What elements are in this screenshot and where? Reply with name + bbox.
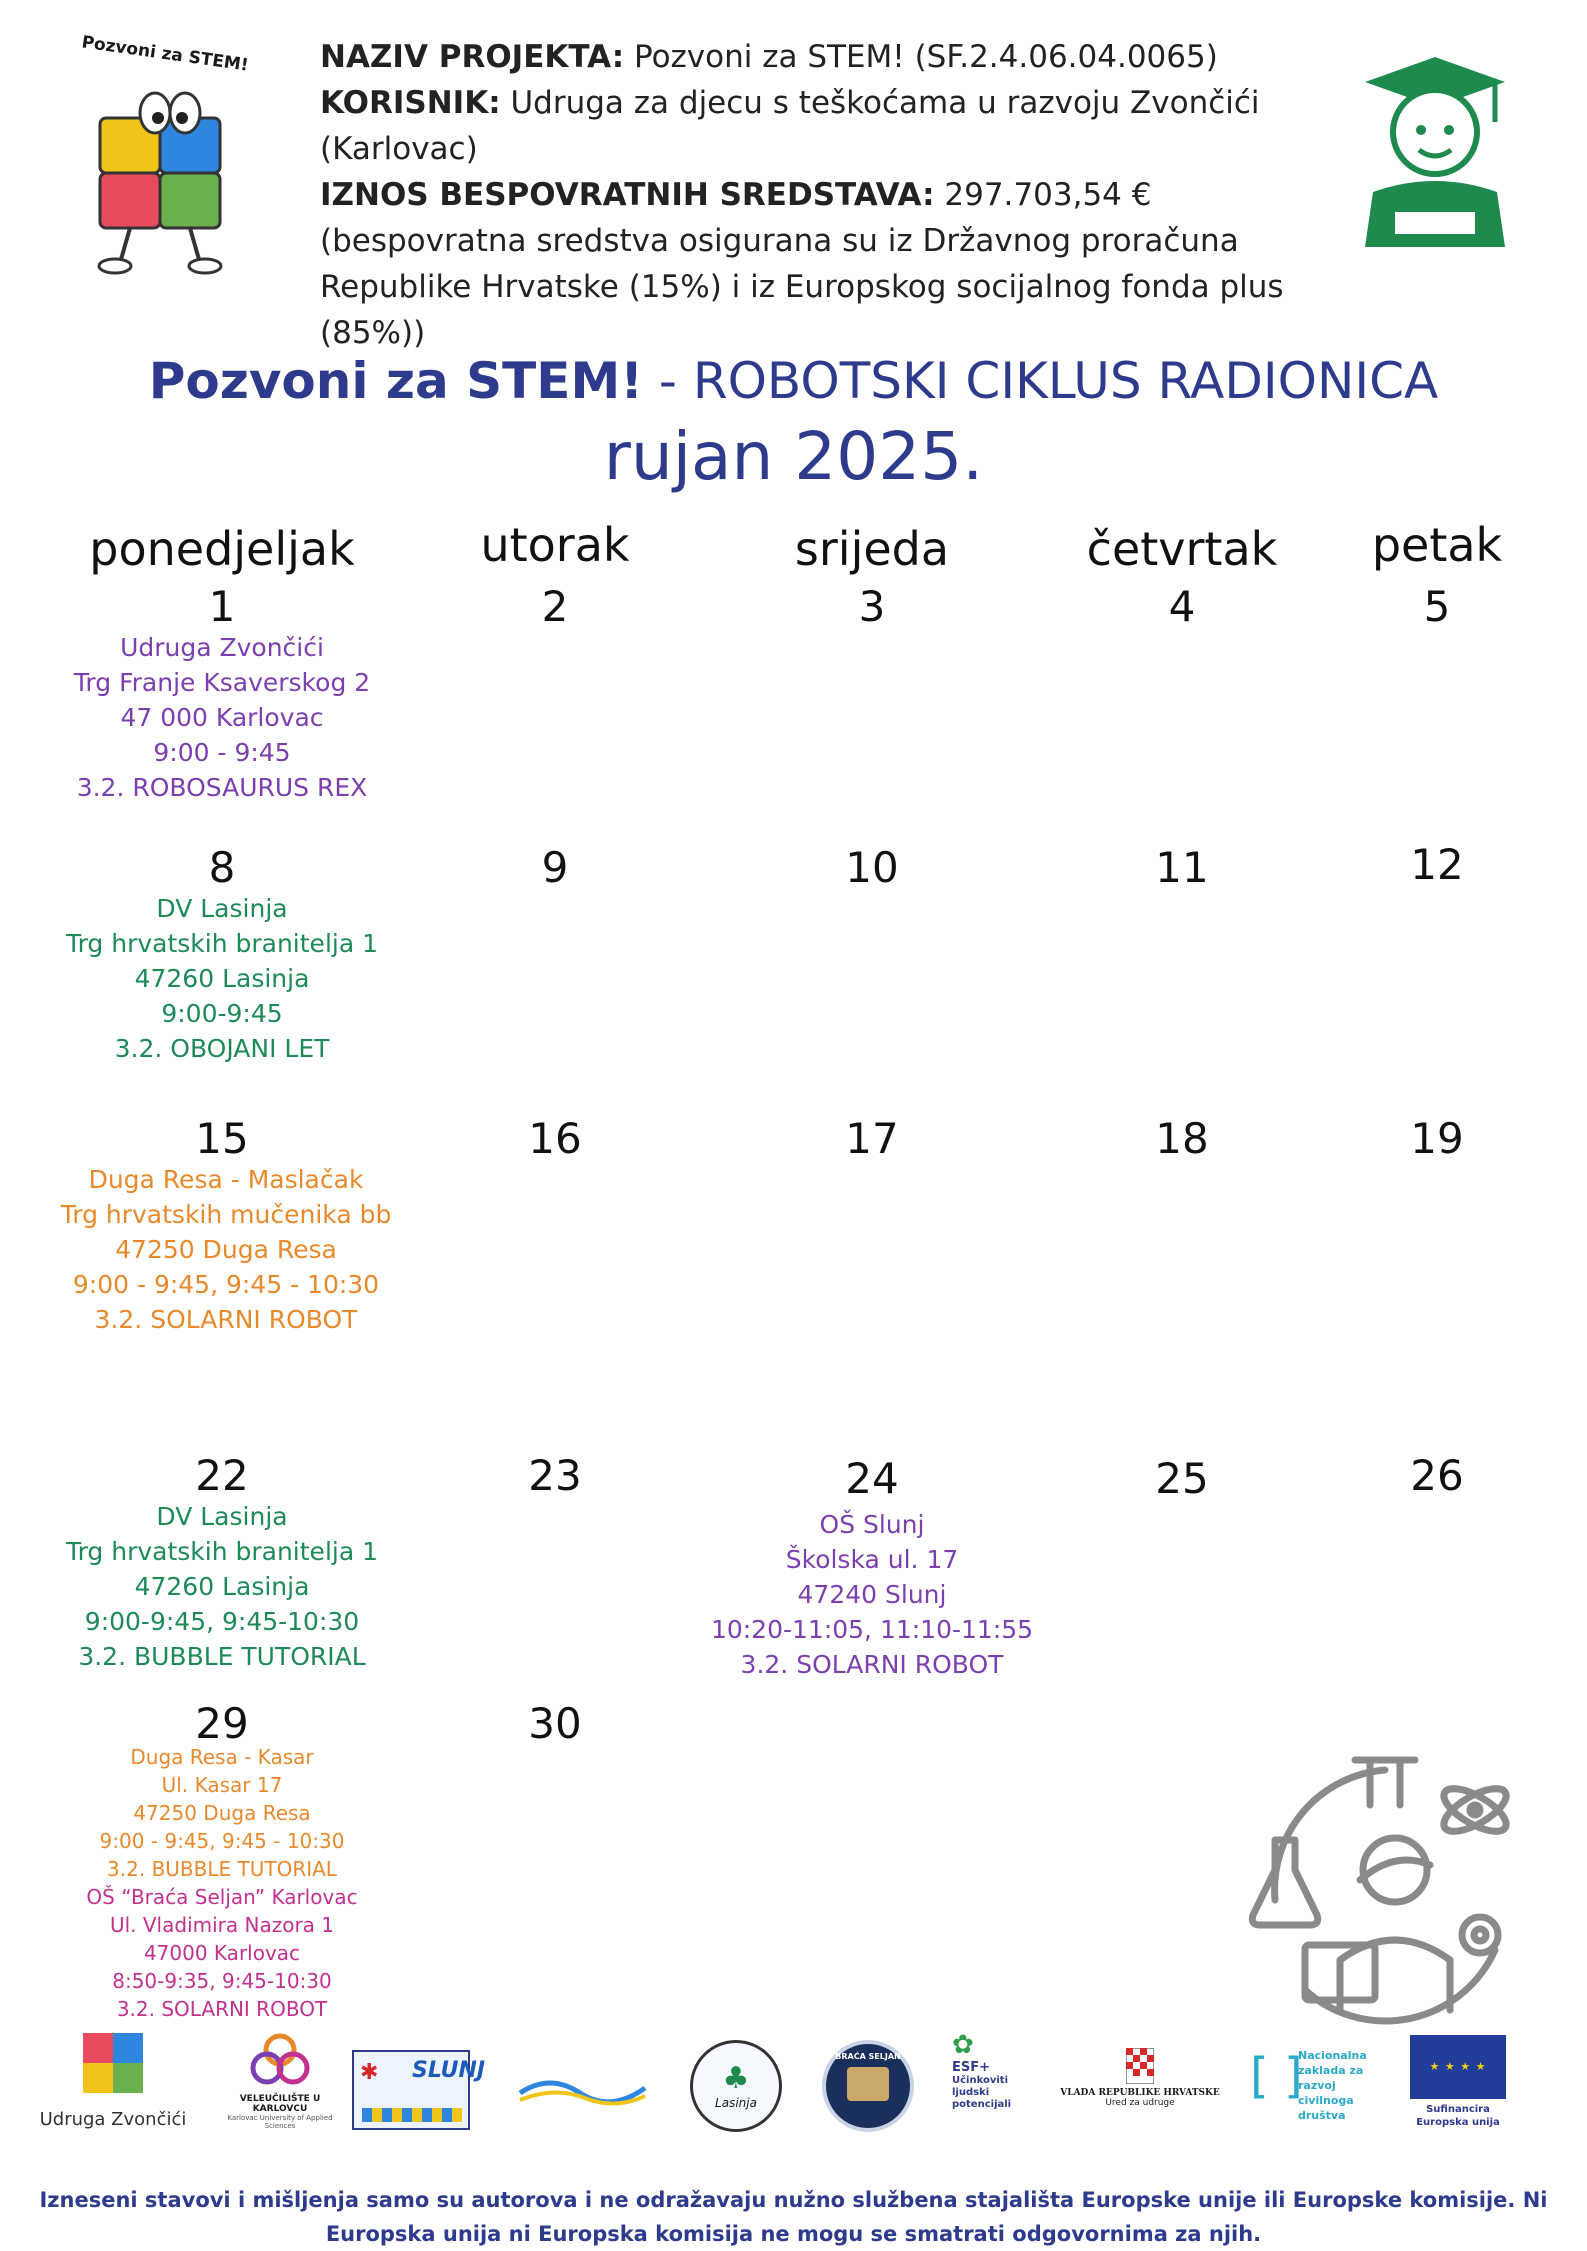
school-building-icon (847, 2067, 889, 2101)
sun-icon: ✱ (360, 2060, 379, 2085)
footer-disclaimer: Izneseni stavovi i mišljenja samo su autorova i ne odražavaju nužno službena stajališta Europske unije ili Europske komisije. Ni Europska unija ni Europska komisija ne mogu se smatrati odgovornima za njih. (39, 2188, 1548, 2246)
puzzle-icon (38, 2025, 188, 2105)
logo-seljan-label: BRAĆA SELJAN (835, 2052, 901, 2061)
event-workshop: 3.2. SOLARNI ROBOT (740, 1650, 1004, 1679)
logo-seljan-school (822, 2040, 914, 2132)
date-11: 11 (1155, 843, 1209, 892)
veleuciliste-emblem-icon (245, 2030, 315, 2090)
event-workshop: 3.2. ROBOSAURUS REX (76, 773, 368, 802)
date-29: 29 (195, 1699, 249, 1748)
day-header-thursday: četvrtak (1086, 522, 1278, 576)
amount-label: IZNOS BESPOVRATNIH SREDSTAVA: (320, 177, 935, 213)
logo-veleuciliste-label: VELEUČILIŠTE U KARLOVCU (239, 2094, 321, 2114)
event-sep-15 (0, 1162, 456, 1337)
logo-veleuciliste-sub: Karlovac University of Applied Sciences (227, 2114, 333, 2130)
date-26: 26 (1410, 1451, 1464, 1500)
event-workshop: 3.2. BUBBLE TUTORIAL (107, 1857, 337, 1881)
month-title: rujan 2025. (603, 418, 984, 495)
date-12: 12 (1410, 840, 1464, 889)
date-8: 8 (208, 843, 236, 892)
date-5: 5 (1423, 582, 1451, 631)
project-value: Pozvoni za STEM! (SF.2.4.06.04.0065) (633, 39, 1218, 75)
croatian-coat-of-arms-icon (1126, 2048, 1154, 2084)
event-location: Duga Resa - Kasar (130, 1745, 314, 1769)
event-location: OŠ Slunj (819, 1510, 925, 1539)
day-header-friday: petak (1371, 518, 1503, 572)
day-header-monday: ponedjeljak (89, 522, 355, 576)
logo-veleuciliste (220, 2030, 340, 2140)
event-city: 47000 Karlovac (143, 1941, 301, 1965)
graduate-student-icon (1355, 52, 1515, 252)
project-label: NAZIV PROJEKTA: (320, 39, 625, 75)
date-10: 10 (845, 843, 899, 892)
day-header-tuesday: utorak (480, 518, 630, 572)
date-23: 23 (528, 1451, 582, 1500)
date-15: 15 (195, 1114, 249, 1163)
event-workshop: 3.2. SOLARNI ROBOT (116, 1997, 328, 2021)
logo-zaklada-label: Nacionalna zaklada za razvoj civilnoga društva (1298, 2049, 1367, 2122)
project-logo-text: Pozvoni za STEM! (80, 32, 250, 76)
event-workshop: 3.2. SOLARNI ROBOT (94, 1305, 358, 1334)
event-address: Trg Franje Ksaverskog 2 (73, 668, 371, 697)
logo-zvoncici (38, 2025, 188, 2135)
date-25: 25 (1155, 1454, 1209, 1503)
project-logo (60, 32, 270, 278)
event-address: Trg hrvatskih branitelja 1 (65, 1537, 379, 1566)
date-22: 22 (195, 1451, 249, 1500)
event-time: 8:50-9:35, 9:45-10:30 (112, 1969, 332, 1993)
event-city: 47250 Duga Resa (115, 1235, 337, 1264)
date-24: 24 (845, 1454, 899, 1503)
event-time: 9:00-9:45, 9:45-10:30 (84, 1607, 360, 1636)
date-30: 30 (528, 1699, 582, 1748)
waves-icon (362, 2108, 462, 2122)
logo-vlada-label: VLADA REPUBLIKE HRVATSKE (1060, 2088, 1220, 2098)
date-1: 1 (208, 582, 236, 631)
event-location: Udruga Zvončići (120, 633, 324, 662)
logo-zvoncici-label: Udruga Zvončići (39, 2109, 187, 2130)
logo-slunj-school (352, 2050, 486, 2130)
event-sep-29-seljan (0, 1883, 452, 2023)
page-title (0, 352, 1587, 410)
event-address: Ul. Kasar 17 (161, 1773, 283, 1797)
logo-eu (1408, 2035, 1508, 2145)
date-17: 17 (845, 1114, 899, 1163)
date-18: 18 (1155, 1114, 1209, 1163)
event-city: 47260 Lasinja (134, 1572, 310, 1601)
event-sep-8 (0, 891, 452, 1066)
logo-lasinja-label: Lasinja (715, 2096, 757, 2110)
logo-esf (952, 2030, 1022, 2140)
event-workshop: 3.2. BUBBLE TUTORIAL (78, 1642, 366, 1671)
event-city: 47240 Slunj (797, 1580, 947, 1609)
event-time: 9:00 - 9:45 (153, 738, 291, 767)
event-city: 47250 Duga Resa (133, 1801, 311, 1825)
project-info (320, 34, 1340, 356)
event-sep-29-kasar (0, 1743, 452, 1883)
event-location: DV Lasinja (156, 1502, 288, 1531)
logo-esf-label: ESF+ (952, 2060, 991, 2075)
date-9: 9 (541, 843, 569, 892)
logo-vlada-sub: Ured za udruge (1105, 2098, 1175, 2108)
event-time: 9:00 - 9:45, 9:45 - 10:30 (99, 1829, 345, 1853)
logo-esf-sub: Učinkoviti ljudski potencijali (952, 2075, 1012, 2110)
event-sep-22 (0, 1499, 452, 1674)
date-19: 19 (1410, 1114, 1464, 1163)
event-address: Školska ul. 17 (785, 1545, 959, 1574)
amount-value: 297.703,54 € (bespovratna sredstva osigurana su iz Državnog proračuna Republike Hrvatske (15%) i iz Europskog socijalnog fonda plus (85%)) (320, 177, 1284, 351)
event-address: Trg hrvatskih mučenika bb (60, 1200, 392, 1229)
eu-flag-icon: ★ ★ ★ ★ (1410, 2035, 1506, 2099)
bracket-icon: [ ] (1250, 2048, 1303, 2104)
tree-icon: ♣ (722, 2061, 750, 2096)
title-bold: Pozvoni za STEM! (148, 352, 643, 410)
event-city: 47 000 Karlovac (120, 703, 324, 732)
logo-slunj-label: SLUNJ (412, 2058, 486, 2083)
event-address: Trg hrvatskih branitelja 1 (65, 929, 379, 958)
event-city: 47260 Lasinja (134, 964, 310, 993)
user-label: KORISNIK: (320, 85, 501, 121)
event-time: 10:20-11:05, 11:10-11:55 (710, 1615, 1034, 1644)
logo-eu-label: Sufinancira Europska unija (1416, 2104, 1500, 2128)
logo-vlada (1060, 2048, 1220, 2128)
logo-zaklada (1250, 2040, 1380, 2135)
event-address: Ul. Vladimira Nazora 1 (109, 1913, 335, 1937)
logo-river (515, 2068, 650, 2108)
event-sep-24 (642, 1507, 1102, 1682)
date-4: 4 (1168, 582, 1196, 631)
logo-lasinja (690, 2040, 782, 2132)
event-sep-1 (0, 630, 452, 805)
stem-illustration-icon (1245, 1750, 1530, 2030)
event-time: 9:00 - 9:45, 9:45 - 10:30 (72, 1270, 380, 1299)
user-value: Udruga za djecu s teškoćama u razvoju Zvončići (Karlovac) (320, 85, 1260, 167)
event-workshop: 3.2. OBOJANI LET (114, 1034, 330, 1063)
day-header-wednesday: srijeda (794, 522, 950, 576)
date-16: 16 (528, 1114, 582, 1163)
event-location: DV Lasinja (156, 894, 288, 923)
event-location: Duga Resa - Maslačak (88, 1165, 364, 1194)
esf-star-icon: ✿ (952, 2030, 974, 2060)
date-2: 2 (541, 582, 569, 631)
event-time: 9:00-9:45 (161, 999, 283, 1028)
date-3: 3 (858, 582, 886, 631)
event-location: OŠ “Braća Seljan” Karlovac (86, 1885, 358, 1909)
river-wave-icon (515, 2068, 650, 2108)
title-rest: - ROBOTSKI CIKLUS RADIONICA (643, 352, 1439, 410)
